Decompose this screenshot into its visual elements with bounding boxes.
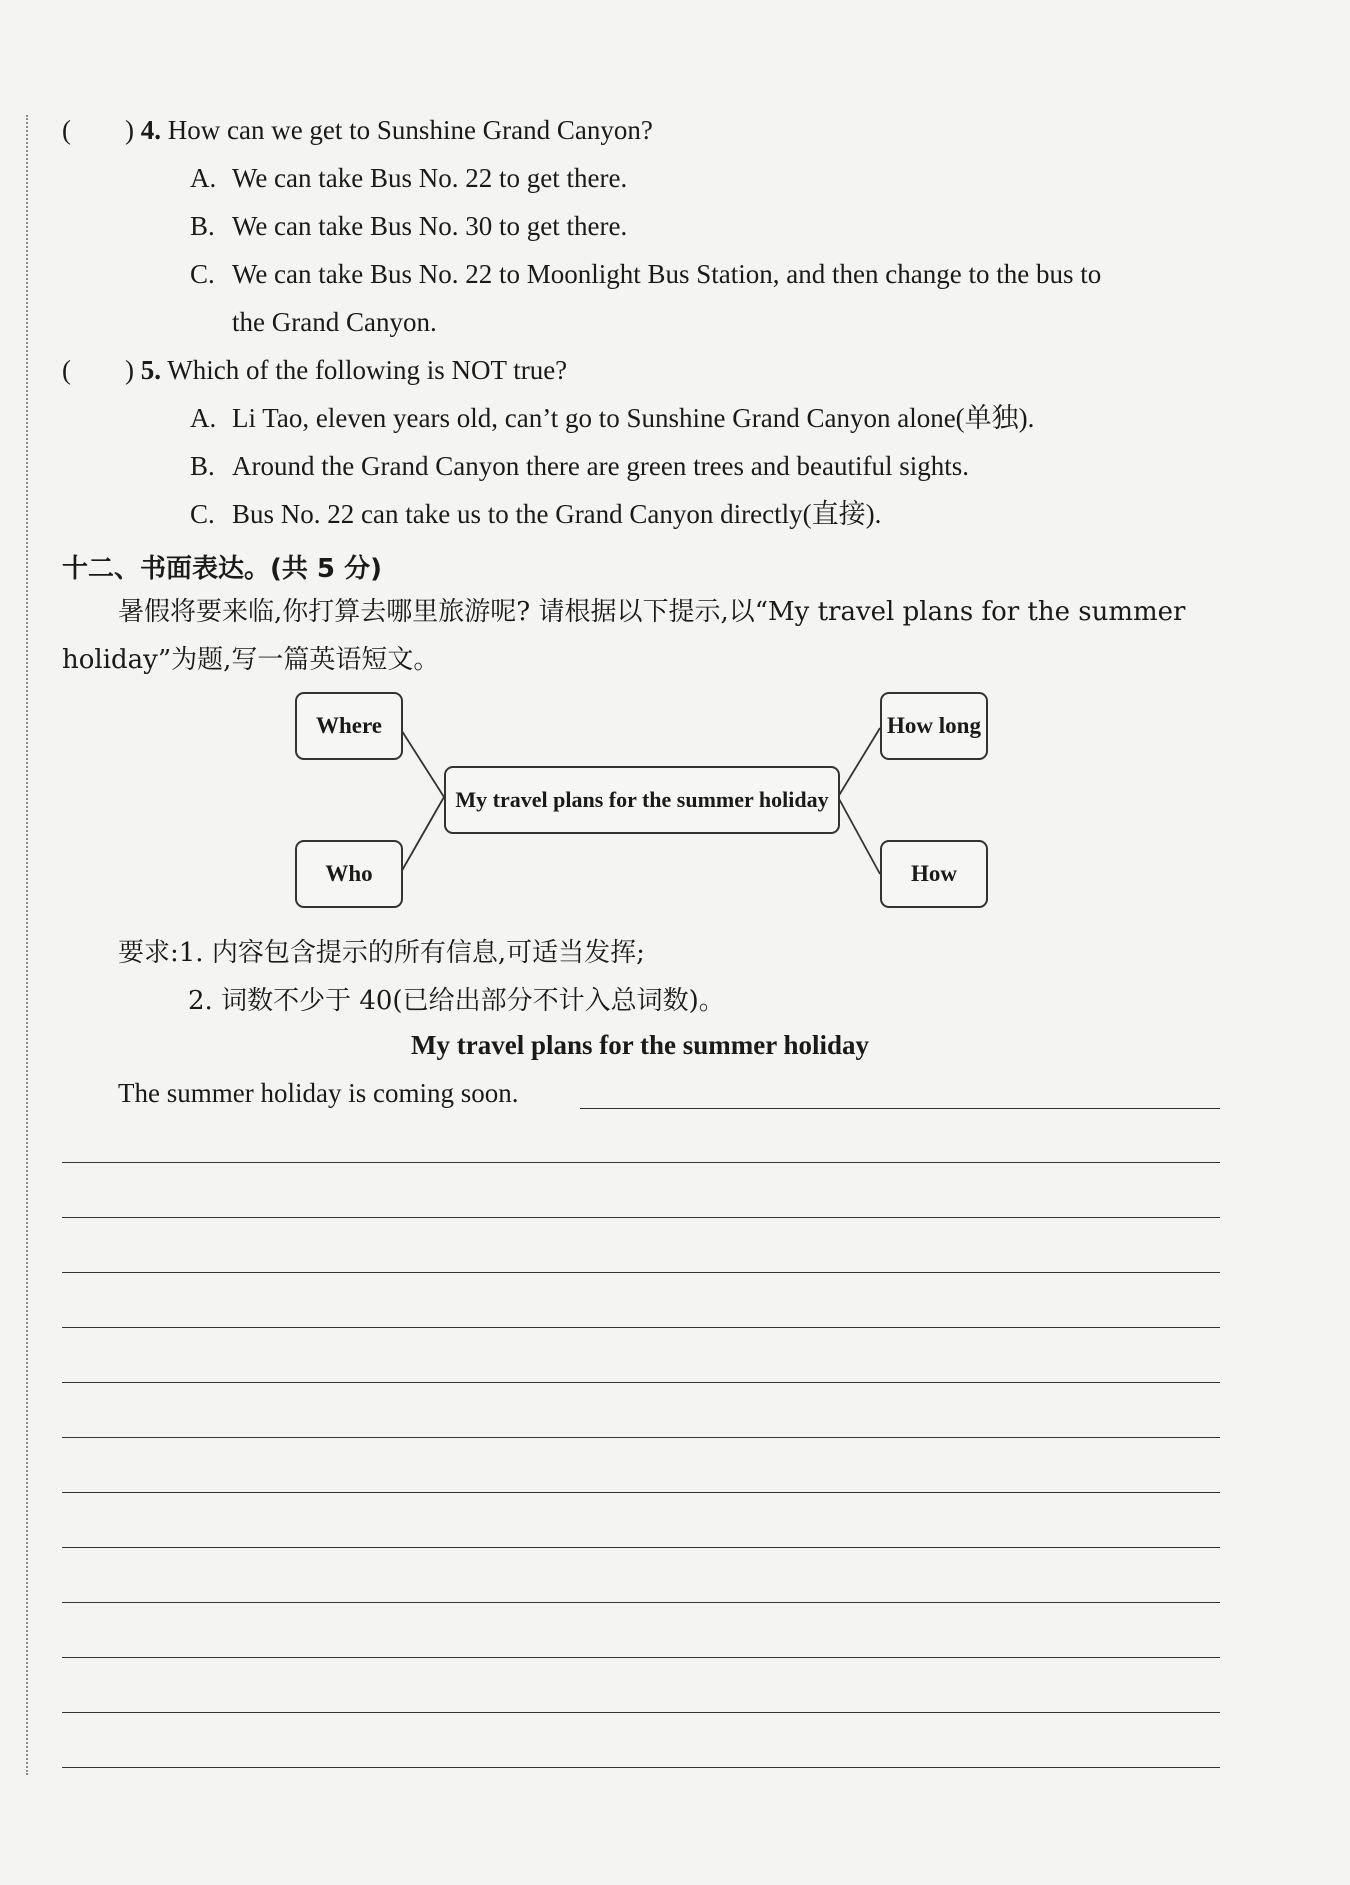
essay-title: My travel plans for the summer holiday bbox=[411, 1030, 869, 1060]
writing-line[interactable] bbox=[62, 1492, 1220, 1493]
section-heading: 十二、书面表达。(共 5 分) bbox=[62, 554, 382, 584]
writing-line[interactable] bbox=[62, 1162, 1220, 1163]
mindmap-node-where: Where bbox=[295, 692, 403, 760]
option-text: We can take Bus No. 22 to get there. bbox=[232, 163, 628, 193]
writing-line[interactable] bbox=[62, 1437, 1220, 1438]
option-letter: C. bbox=[190, 259, 215, 289]
option-text: Bus No. 22 can take us to the Grand Canyon directly(直接). bbox=[232, 499, 882, 529]
writing-line[interactable] bbox=[62, 1712, 1220, 1713]
writing-line[interactable] bbox=[62, 1547, 1220, 1548]
question-text: Which of the following is NOT true? bbox=[167, 355, 568, 385]
connector-who bbox=[400, 797, 444, 874]
connector-how-long bbox=[838, 728, 880, 797]
writing-line[interactable] bbox=[62, 1327, 1220, 1328]
connector-how bbox=[838, 797, 880, 874]
option-text: Li Tao, eleven years old, can’t go to Sunshine Grand Canyon alone(单独). bbox=[232, 403, 1035, 433]
question-number: 5. bbox=[140, 355, 161, 385]
option-text: We can take Bus No. 22 to Moonlight Bus Station, and then change to the bus to bbox=[232, 259, 1102, 289]
mindmap-node-who: Who bbox=[295, 840, 403, 908]
requirement-1: 要求:1. 内容包含提示的所有信息,可适当发挥; bbox=[118, 938, 645, 968]
mindmap-center-node: My travel plans for the summer holiday bbox=[444, 766, 840, 834]
option-text: Around the Grand Canyon there are green trees and beautiful sights. bbox=[232, 451, 970, 481]
mindmap-node-how: How bbox=[880, 840, 988, 908]
writing-line[interactable] bbox=[580, 1108, 1220, 1109]
writing-line[interactable] bbox=[62, 1602, 1220, 1603]
writing-line[interactable] bbox=[62, 1382, 1220, 1383]
option-letter: B. bbox=[190, 211, 215, 241]
section-intro-line1: 暑假将要来临,你打算去哪里旅游呢? 请根据以下提示,以“My travel plans for the summer bbox=[118, 597, 1186, 627]
option-letter: A. bbox=[190, 163, 217, 193]
writing-line[interactable] bbox=[62, 1767, 1220, 1768]
option-letter: C. bbox=[190, 499, 215, 529]
mindmap-node-how-long: How long bbox=[880, 692, 988, 760]
option-letter: A. bbox=[190, 403, 217, 433]
question-number: 4. bbox=[140, 115, 161, 145]
option-letter: B. bbox=[190, 451, 215, 481]
writing-line[interactable] bbox=[62, 1217, 1220, 1218]
section-intro-line2: holiday”为题,写一篇英语短文。 bbox=[62, 645, 440, 675]
requirement-2: 2. 词数不少于 40(已给出部分不计入总词数)。 bbox=[188, 986, 725, 1016]
connector-where bbox=[400, 728, 444, 797]
answer-bracket[interactable]: ( ) bbox=[62, 355, 134, 385]
writing-line[interactable] bbox=[62, 1657, 1220, 1658]
option-text: We can take Bus No. 30 to get there. bbox=[232, 211, 628, 241]
answer-bracket[interactable]: ( ) bbox=[62, 115, 134, 145]
essay-starter: The summer holiday is coming soon. bbox=[118, 1078, 519, 1108]
option-4c-continued: the Grand Canyon. bbox=[232, 307, 437, 337]
writing-line[interactable] bbox=[62, 1272, 1220, 1273]
question-text: How can we get to Sunshine Grand Canyon? bbox=[167, 115, 653, 145]
